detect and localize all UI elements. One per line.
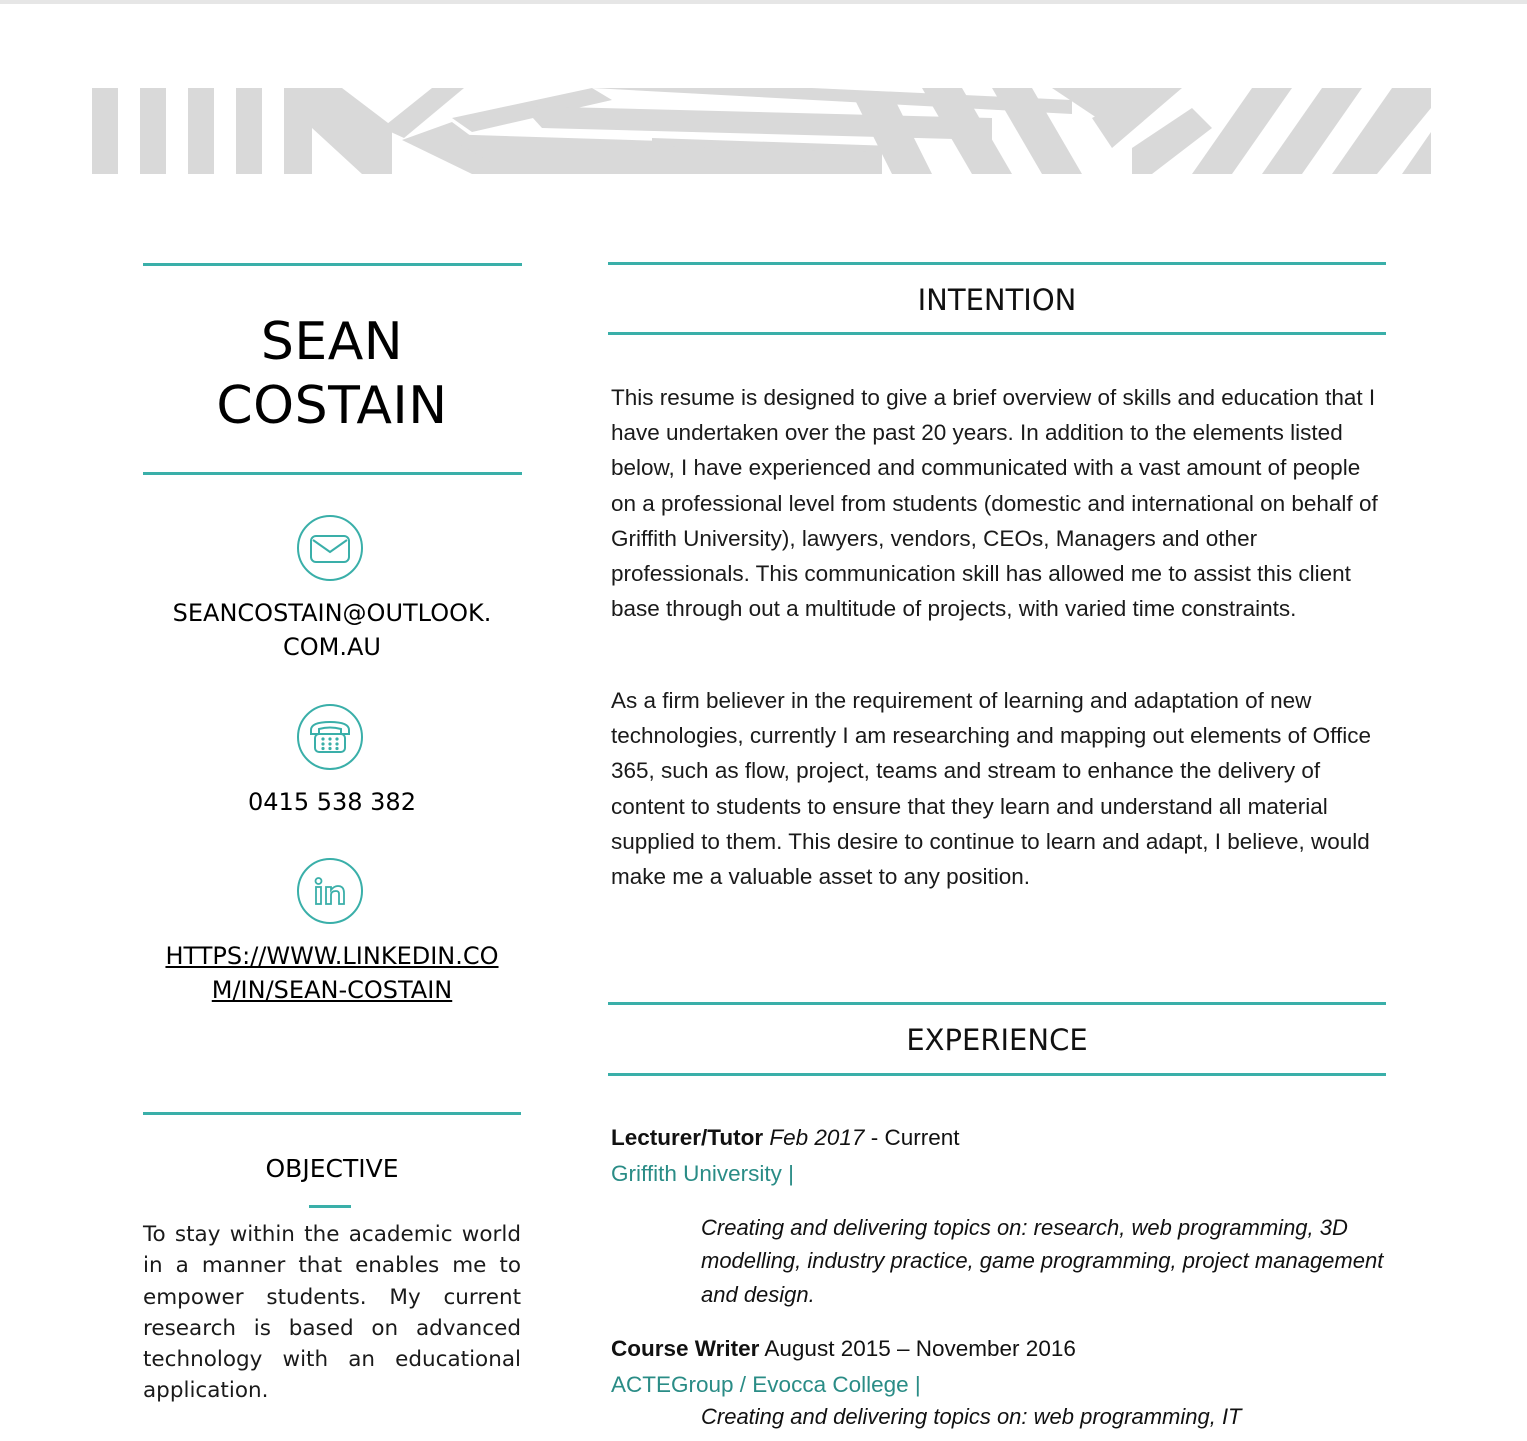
name-bottom-rule	[143, 472, 522, 475]
first-name: SEAN	[260, 312, 404, 372]
experience-bottom-rule	[608, 1073, 1386, 1076]
phone-number[interactable]: 0415 538 382	[248, 788, 416, 816]
top-border-strip	[0, 0, 1527, 4]
envelope-icon	[297, 515, 363, 581]
job-1-title-line	[611, 1122, 1387, 1154]
email-line-2: COM.AU	[283, 633, 381, 661]
linkedin-url-link[interactable]	[143, 939, 521, 1007]
job-1-description: Creating and delivering topics on: research, web programming, 3D modelling, industry practice, game programming, project management and design.	[701, 1215, 1384, 1307]
candidate-name	[143, 310, 521, 438]
intention-paragraph-2: As a firm believer in the requirement of learning and adaptation of new technologies, currently I am researching and mapping out elements of Office 365, such as flow, project, teams and stream to enhance the delivery of content to students to ensure that they learn and understand all material supplied to them. This desire to continue to learn and adapt, I believe, would make me a valuable asset to any position.	[611, 688, 1372, 890]
job-1-start: Feb 2017	[769, 1125, 865, 1150]
decorative-stripe-banner	[92, 88, 1431, 174]
name-top-rule	[143, 263, 522, 266]
telephone-icon	[297, 704, 363, 770]
email-line-1: SEANCOSTAIN@OUTLOOK.	[172, 599, 492, 627]
objective-text: To stay within the academic world in a manner that enables me to empower students. My current research is based on advanced technology with an educational application.	[143, 1222, 521, 1404]
job-2-company: ACTEGroup / Evocca College |	[611, 1372, 921, 1397]
job-1-title: Lecturer/Tutor	[611, 1125, 764, 1150]
job-2-title: Course Writer	[611, 1336, 760, 1361]
experience-heading: EXPERIENCE	[906, 1023, 1088, 1057]
job-2-dates: August 2015 – November 2016	[764, 1336, 1076, 1361]
objective-top-rule	[143, 1112, 521, 1115]
linkedin-line-2: M/IN/SEAN-COSTAIN	[211, 976, 453, 1004]
job-2-title-line	[611, 1333, 1387, 1365]
email-address[interactable]	[143, 596, 521, 664]
job-2-description: Creating and delivering topics on: web programming, IT	[701, 1404, 1242, 1429]
objective-short-rule	[309, 1205, 351, 1208]
intention-bottom-rule	[608, 332, 1386, 335]
job-1-company: Griffith University |	[611, 1161, 794, 1186]
job-1-end: Current	[884, 1125, 960, 1150]
experience-top-rule	[608, 1002, 1386, 1005]
intention-paragraph-1: This resume is designed to give a brief overview of skills and education that I have undertaken over the past 20 years. In addition to the elements listed below, I have experienced and communicated with a vast amount of people on a professional level from students (domestic and international on behalf of Griffith University), lawyers, vendors, CEOs, Managers and other professionals. This communication skill has allowed me to assist this client base through out a multitude of projects, with varied time constraints.	[611, 385, 1378, 622]
linkedin-icon	[297, 858, 363, 924]
intention-heading: INTENTION	[917, 283, 1077, 317]
last-name: COSTAIN	[216, 376, 448, 436]
job-1-date-separator: -	[864, 1125, 885, 1150]
objective-heading: OBJECTIVE	[265, 1154, 399, 1183]
linkedin-line-1: HTTPS://WWW.LINKEDIN.CO	[165, 942, 499, 970]
intention-top-rule	[608, 262, 1386, 265]
